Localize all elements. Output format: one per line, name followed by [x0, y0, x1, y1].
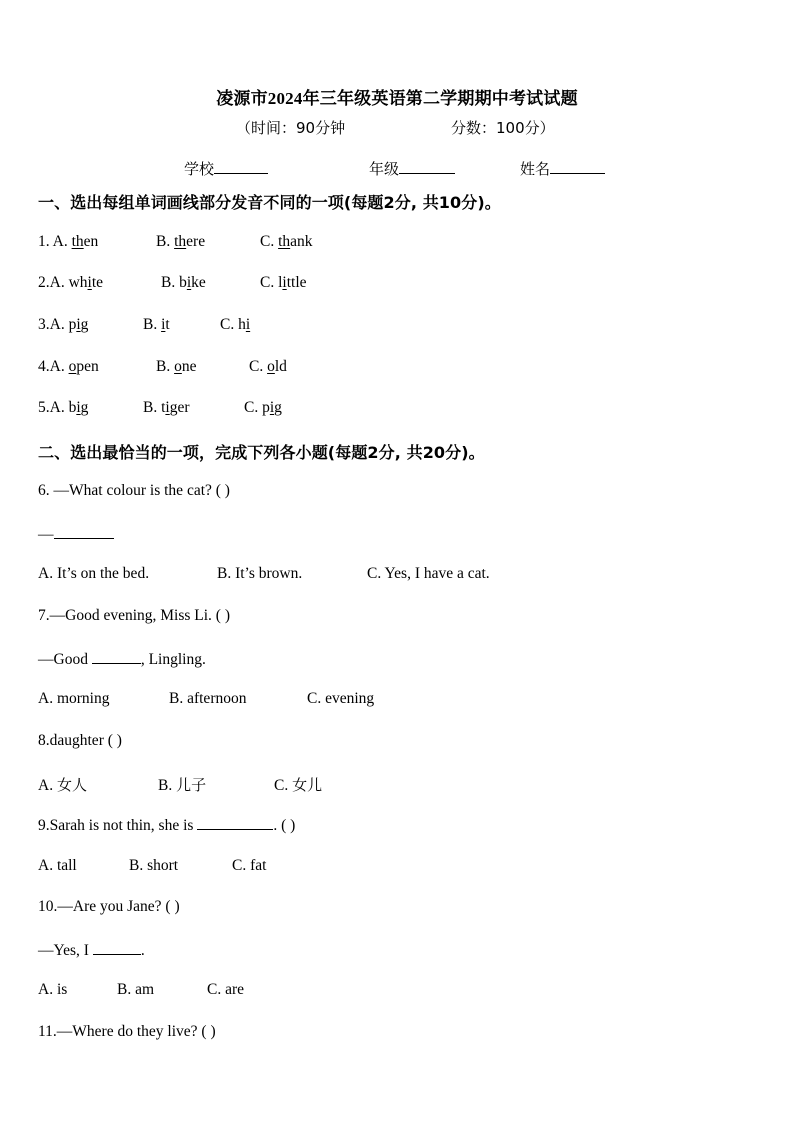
q4-a-underlined: o: [68, 358, 77, 375]
q3-option-b: [143, 316, 170, 334]
q6-option-a: A. It’s on the bed.: [38, 565, 150, 582]
q9-stem: [38, 815, 295, 835]
q10-stem: 10.—Are you Jane? ( ): [38, 898, 180, 915]
q3-b-post: t: [165, 316, 170, 333]
q7-option-c: C. evening: [307, 690, 375, 707]
q10-answer-line: [38, 940, 145, 960]
grade-field: [369, 158, 455, 179]
q8-a-label: A.: [38, 777, 57, 794]
q9-option-a: A. tall: [38, 857, 77, 874]
q7-option-b: B. afternoon: [169, 690, 247, 707]
q1-option-c: [260, 233, 313, 251]
q4-c-underlined: o: [267, 358, 275, 375]
q5-a-post: g: [80, 399, 89, 416]
q8-a-text: 女人: [56, 776, 87, 794]
q2-a-underlined: i: [87, 274, 92, 291]
q3-a-post: g: [80, 316, 89, 333]
q1-number: 1. A.: [38, 233, 72, 250]
q4-b-post: ne: [181, 358, 197, 375]
exam-score: 分数：100分）: [451, 119, 555, 137]
q1-option-b: [156, 233, 205, 251]
q8-c-text: 女儿: [292, 776, 323, 794]
q5-option-c: [244, 399, 282, 417]
section-1-heading: 一、选出每组单词画线部分发音不同的一项(每题2分, 共10分)。: [38, 193, 501, 212]
q7-option-a: A. morning: [38, 690, 110, 707]
q1-c-pre: C.: [260, 233, 279, 250]
q8-option-a: [38, 774, 87, 795]
name-field: [520, 158, 605, 179]
q8-c-label: C.: [274, 777, 293, 794]
q1-b-underlined: th: [174, 233, 187, 250]
q8-b-text: 儿子: [176, 776, 207, 794]
q1-a-post: en: [83, 233, 99, 250]
q2-c-post: ttle: [286, 274, 307, 291]
q9-blank: [197, 815, 273, 830]
q7-post: , Lingling.: [140, 651, 206, 668]
q6-option-c: C. Yes, I have a cat.: [367, 565, 490, 582]
school-blank: [214, 159, 268, 174]
q2-c-pre: C. l: [260, 274, 283, 291]
q10-option-c: C. are: [207, 981, 245, 998]
q10-post: .: [140, 942, 145, 959]
q1-b-post: ere: [186, 233, 206, 250]
q3-c-underlined: i: [245, 316, 251, 333]
q2-c-underlined: i: [282, 274, 287, 291]
school-label: 学校: [184, 160, 215, 178]
q6-stem: 6. —What colour is the cat? ( ): [38, 482, 230, 499]
q9-pre: 9.Sarah is not thin, she is: [38, 817, 198, 834]
q5-c-post: g: [274, 399, 282, 416]
q2-a-post: te: [91, 274, 104, 291]
q10-blank: [93, 940, 141, 955]
name-label: 姓名: [520, 160, 551, 178]
page-title: 凌源市2024年三年级英语第二学期期中考试试题: [216, 89, 578, 108]
q1-c-post: ank: [290, 233, 313, 250]
q2-option-c: [260, 274, 307, 292]
q5-a-underlined: i: [76, 399, 81, 416]
q2-b-underlined: i: [186, 274, 192, 291]
q5-b-post: ger: [169, 399, 190, 416]
q8-option-c: [274, 774, 322, 795]
q5-a-pre: b: [68, 399, 77, 416]
q3-number: 3.A.: [38, 316, 69, 333]
q6-option-b: B. It’s brown.: [217, 565, 303, 582]
q9-post: . ( ): [273, 817, 296, 834]
q7-blank: [92, 649, 141, 664]
q7-pre: —Good: [38, 651, 92, 668]
grade-blank: [399, 159, 455, 174]
q1-b-pre: B.: [156, 233, 175, 250]
q5-b-pre: B. t: [143, 399, 166, 416]
q3-b-pre: B.: [143, 316, 162, 333]
q4-b-pre: B.: [156, 358, 175, 375]
q4-option-b: [156, 358, 196, 376]
q3-a-underlined: i: [76, 316, 81, 333]
q9-option-c: C. fat: [232, 857, 267, 874]
q4-b-underlined: o: [174, 358, 182, 375]
q3-b-underlined: i: [161, 316, 166, 333]
name-blank: [550, 159, 605, 174]
q1-c-underlined: th: [278, 233, 291, 250]
q8-option-b: [158, 774, 206, 795]
q4-c-post: ld: [274, 358, 287, 375]
exam-time: （时间：90分钟: [236, 119, 346, 137]
q8-stem: 8.daughter ( ): [38, 732, 122, 749]
q8-b-label: B.: [158, 777, 177, 794]
q10-option-a: A. is: [38, 981, 68, 998]
q3-a-pre: p: [68, 316, 77, 333]
q10-option-b: B. am: [117, 981, 155, 998]
section-2-heading: 二、选出最恰当的一项，完成下列各小题(每题2分, 共20分)。: [38, 443, 485, 462]
q4-a-post: pen: [76, 358, 99, 375]
q5-option-b: [143, 399, 190, 417]
q3-c-pre: C. h: [220, 316, 246, 333]
school-field: [184, 158, 268, 179]
q5-b-underlined: i: [165, 399, 170, 416]
q2-b-pre: B. b: [161, 274, 187, 291]
q1-a-underlined: th: [71, 233, 84, 250]
q4-c-pre: C.: [249, 358, 268, 375]
q2-b-post: ke: [191, 274, 206, 291]
q2-option-b: [161, 274, 206, 292]
q2-a-pre: wh: [68, 274, 88, 291]
q5-number: 5.A.: [38, 399, 69, 416]
q6-blank: [54, 524, 114, 539]
q7-stem: 7.—Good evening, Miss Li. ( ): [38, 607, 231, 624]
q9-option-b: B. short: [129, 857, 179, 874]
q5-c-underlined: i: [269, 399, 275, 416]
q11-stem: 11.—Where do they live? ( ): [38, 1023, 216, 1040]
q6-answer-line: [38, 524, 114, 544]
q2-number: 2.A.: [38, 274, 69, 291]
q4-option-c: [249, 358, 287, 376]
q6-dash: —: [38, 526, 54, 543]
q4-number: 4.A.: [38, 358, 69, 375]
grade-label: 年级: [369, 160, 400, 178]
q3-option-c: [220, 316, 250, 334]
q5-c-pre: C. p: [244, 399, 270, 416]
q7-answer-line: [38, 649, 206, 669]
q10-pre: —Yes, I: [38, 942, 93, 959]
